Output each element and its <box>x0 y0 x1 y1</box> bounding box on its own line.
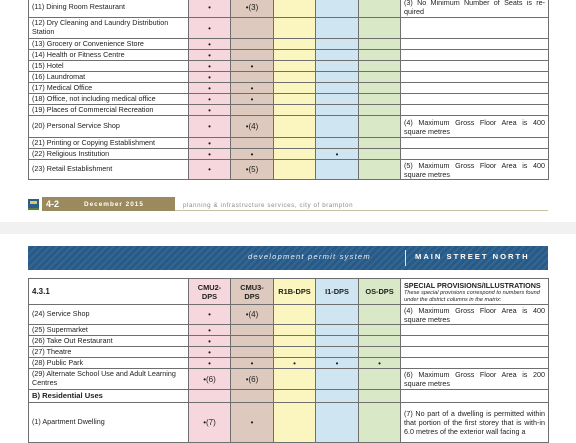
use-label: (17) Medical Office <box>29 83 189 94</box>
table-row <box>29 0 549 18</box>
permission-cell-cmu2: • <box>189 138 231 149</box>
use-label: (24) Service Shop <box>29 305 189 325</box>
permission-cell-i1 <box>316 325 359 336</box>
use-label: (15) Hotel <box>29 61 189 72</box>
permission-cell-os <box>359 83 401 94</box>
footer-date: December 2015 <box>84 201 144 208</box>
permission-cell-cmu3 <box>231 18 274 39</box>
permission-cell-os <box>359 116 401 138</box>
heading-fill-cell <box>359 390 401 403</box>
permission-cell-os <box>359 369 401 390</box>
banner-divider <box>405 250 406 266</box>
provisions-note: These special provisions correspond to numbers found under the district columns in the matrix: <box>404 290 540 303</box>
special-provision: (5) Maximum Gross Floor Area is 400 square metres <box>401 160 549 180</box>
footer-rule <box>175 210 548 211</box>
permission-cell-cmu3 <box>231 39 274 50</box>
section-heading: B) Residential Uses <box>29 390 189 403</box>
table-row <box>29 61 549 72</box>
table-row <box>29 94 549 105</box>
permission-cell-r1b <box>274 72 316 83</box>
permission-cell-os <box>359 149 401 160</box>
table-row <box>29 138 549 149</box>
permission-cell-os <box>359 0 401 18</box>
use-label: (19) Places of Commercial Recreation <box>29 105 189 116</box>
permission-cell-i1: • <box>316 149 359 160</box>
table-row <box>29 72 549 83</box>
permission-cell-r1b <box>274 138 316 149</box>
special-provision: (3) No Minimum Number of Seats is re-quired <box>401 0 549 18</box>
permission-cell-os <box>359 39 401 50</box>
permission-cell-cmu2: • <box>189 336 231 347</box>
permission-cell-cmu2: • <box>189 149 231 160</box>
use-label: (27) Theatre <box>29 347 189 358</box>
permission-cell-i1 <box>316 72 359 83</box>
permission-cell-i1 <box>316 94 359 105</box>
use-label: (12) Dry Cleaning and Laundry Distribution Station <box>29 18 189 39</box>
permission-cell-r1b <box>274 0 316 18</box>
table-header-row <box>29 279 549 305</box>
permission-cell-cmu3: • <box>231 149 274 160</box>
permission-cell-r1b <box>274 116 316 138</box>
heading-fill-cell <box>274 390 316 403</box>
use-label: (13) Grocery or Convenience Store <box>29 39 189 50</box>
permission-cell-r1b <box>274 347 316 358</box>
permission-cell-os <box>359 403 401 443</box>
permission-cell-i1 <box>316 347 359 358</box>
permission-cell-r1b <box>274 160 316 180</box>
permission-cell-r1b <box>274 39 316 50</box>
col-header-cmu3: CMU3-DPS <box>231 279 274 305</box>
permission-cell-cmu2: • <box>189 83 231 94</box>
col-header-os: OS-DPS <box>359 279 401 305</box>
permission-cell-r1b <box>274 336 316 347</box>
special-provision <box>401 18 549 39</box>
permission-cell-r1b <box>274 305 316 325</box>
use-label: (14) Health or Fitness Centre <box>29 50 189 61</box>
permission-cell-r1b <box>274 18 316 39</box>
city-logo <box>27 197 40 211</box>
permission-cell-i1 <box>316 61 359 72</box>
table-row <box>29 39 549 50</box>
permission-cell-os <box>359 160 401 180</box>
permission-cell-r1b <box>274 105 316 116</box>
permission-cell-cmu2: • <box>189 18 231 39</box>
permission-cell-r1b <box>274 94 316 105</box>
section-number: 4.3.1 <box>29 279 189 305</box>
permission-cell-cmu3: •(6) <box>231 369 274 390</box>
permission-cell-i1 <box>316 160 359 180</box>
special-provision: (6) Maximum Gross Floor Area is 200 square metres <box>401 369 549 390</box>
permission-cell-i1 <box>316 105 359 116</box>
permitted-uses-table-bottom <box>28 278 549 443</box>
permission-cell-cmu2: • <box>189 160 231 180</box>
special-provision <box>401 61 549 72</box>
permission-cell-os <box>359 50 401 61</box>
permission-cell-cmu3: • <box>231 83 274 94</box>
use-label: (26) Take Out Restaurant <box>29 336 189 347</box>
permission-cell-cmu2: • <box>189 72 231 83</box>
special-provision <box>401 94 549 105</box>
section-heading-row <box>29 390 549 403</box>
permission-cell-os <box>359 105 401 116</box>
table-row <box>29 160 549 180</box>
permission-cell-cmu3 <box>231 50 274 61</box>
permission-cell-cmu2: • <box>189 305 231 325</box>
special-provision <box>401 50 549 61</box>
col-header-r1b: R1B-DPS <box>274 279 316 305</box>
permission-cell-os <box>359 72 401 83</box>
permission-cell-os <box>359 94 401 105</box>
permission-cell-i1: • <box>316 358 359 369</box>
table-row <box>29 149 549 160</box>
provisions-title: SPECIAL PROVISIONS/ILLUSTRATIONS <box>404 281 541 291</box>
permission-cell-i1 <box>316 0 359 18</box>
use-label: (20) Personal Service Shop <box>29 116 189 138</box>
table-row <box>29 325 549 336</box>
use-label: (11) Dining Room Restaurant <box>29 0 189 18</box>
special-provision: (4) Maximum Gross Floor Area is 400 square metres <box>401 305 549 325</box>
permission-cell-os <box>359 336 401 347</box>
special-provision <box>401 347 549 358</box>
special-provision <box>401 83 549 94</box>
permission-cell-cmu3 <box>231 336 274 347</box>
footer-department: planning & infrastructure services, city of brampton <box>183 202 354 209</box>
table-row <box>29 369 549 390</box>
special-provision <box>401 39 549 50</box>
permission-cell-cmu3 <box>231 138 274 149</box>
permission-cell-r1b <box>274 149 316 160</box>
permission-cell-i1 <box>316 18 359 39</box>
heading-fill-cell <box>231 390 274 403</box>
permission-cell-cmu3: •(4) <box>231 116 274 138</box>
permission-cell-i1 <box>316 336 359 347</box>
table-row <box>29 403 549 443</box>
use-label: (18) Office, not including medical office <box>29 94 189 105</box>
permission-cell-os <box>359 18 401 39</box>
header-banner <box>28 246 548 270</box>
permission-cell-cmu2: • <box>189 105 231 116</box>
special-provision <box>401 325 549 336</box>
permitted-uses-table-top <box>28 0 549 180</box>
permission-cell-cmu2: • <box>189 50 231 61</box>
permission-cell-cmu3: • <box>231 61 274 72</box>
permission-cell-cmu3 <box>231 72 274 83</box>
heading-fill-cell <box>189 390 231 403</box>
use-label: (16) Laundromat <box>29 72 189 83</box>
permission-cell-cmu2: • <box>189 94 231 105</box>
use-label: (29) Alternate School Use and Adult Learning Centres <box>29 369 189 390</box>
table-row <box>29 305 549 325</box>
permission-cell-cmu2: • <box>189 347 231 358</box>
use-label: (23) Retail Establishment <box>29 160 189 180</box>
permission-cell-cmu3: • <box>231 358 274 369</box>
permission-cell-r1b <box>274 325 316 336</box>
permission-cell-os <box>359 138 401 149</box>
permission-cell-os: • <box>359 358 401 369</box>
special-provision <box>401 138 549 149</box>
use-label: (21) Printing or Copying Establishment <box>29 138 189 149</box>
table-row <box>29 50 549 61</box>
table-row <box>29 83 549 94</box>
special-provision <box>401 358 549 369</box>
permission-cell-cmu2: • <box>189 325 231 336</box>
permission-cell-r1b <box>274 83 316 94</box>
permission-cell-i1 <box>316 116 359 138</box>
special-provision: (4) Maximum Gross Floor Area is 400 square metres <box>401 116 549 138</box>
permission-cell-i1 <box>316 305 359 325</box>
permission-cell-cmu3 <box>231 325 274 336</box>
special-provision <box>401 72 549 83</box>
table-row <box>29 116 549 138</box>
permission-cell-cmu2: • <box>189 358 231 369</box>
page-number: 4-2 <box>46 199 60 209</box>
permission-cell-r1b: • <box>274 358 316 369</box>
permission-cell-os <box>359 347 401 358</box>
special-provision <box>401 149 549 160</box>
permission-cell-i1 <box>316 39 359 50</box>
use-label: (1) Apartment Dwelling <box>29 403 189 443</box>
table-row <box>29 18 549 39</box>
permission-cell-i1 <box>316 369 359 390</box>
permission-cell-cmu2: • <box>189 116 231 138</box>
table-row <box>29 347 549 358</box>
permission-cell-cmu3: • <box>231 94 274 105</box>
permission-cell-cmu2: • <box>189 39 231 50</box>
permission-cell-cmu2: •(6) <box>189 369 231 390</box>
permission-cell-cmu3: • <box>231 403 274 443</box>
permission-cell-cmu3: •(3) <box>231 0 274 18</box>
permission-cell-cmu3: •(5) <box>231 160 274 180</box>
heading-fill-cell <box>316 390 359 403</box>
permission-cell-cmu3 <box>231 105 274 116</box>
col-header-i1: I1-DPS <box>316 279 359 305</box>
permission-cell-os <box>359 305 401 325</box>
permission-cell-cmu3: •(4) <box>231 305 274 325</box>
permission-cell-cmu2: • <box>189 0 231 18</box>
use-label: (22) Religious Institution <box>29 149 189 160</box>
col-header-cmu2: CMU2-DPS <box>189 279 231 305</box>
table-row <box>29 358 549 369</box>
heading-fill-cell <box>401 390 549 403</box>
use-label: (25) Supermarket <box>29 325 189 336</box>
permission-cell-i1 <box>316 138 359 149</box>
page-gap <box>0 222 576 234</box>
permission-cell-i1 <box>316 50 359 61</box>
permission-cell-r1b <box>274 403 316 443</box>
permission-cell-os <box>359 61 401 72</box>
permission-cell-i1 <box>316 403 359 443</box>
use-label: (28) Public Park <box>29 358 189 369</box>
provisions-header <box>401 279 549 305</box>
permission-cell-cmu2: • <box>189 61 231 72</box>
table-row <box>29 105 549 116</box>
permission-cell-i1 <box>316 83 359 94</box>
permission-cell-r1b <box>274 50 316 61</box>
permission-cell-r1b <box>274 369 316 390</box>
table-row <box>29 336 549 347</box>
banner-left-text: development permit system <box>248 252 371 261</box>
permission-cell-os <box>359 325 401 336</box>
permission-cell-cmu2: •(7) <box>189 403 231 443</box>
special-provision <box>401 336 549 347</box>
special-provision <box>401 105 549 116</box>
special-provision: (7) No part of a dwelling is permitted within that portion of the first storey that is with-in 6.0 metres of the exterior wall facing a <box>401 403 549 443</box>
permission-cell-cmu3 <box>231 347 274 358</box>
banner-right-text: MAIN STREET NORTH <box>415 252 530 261</box>
permission-cell-r1b <box>274 61 316 72</box>
